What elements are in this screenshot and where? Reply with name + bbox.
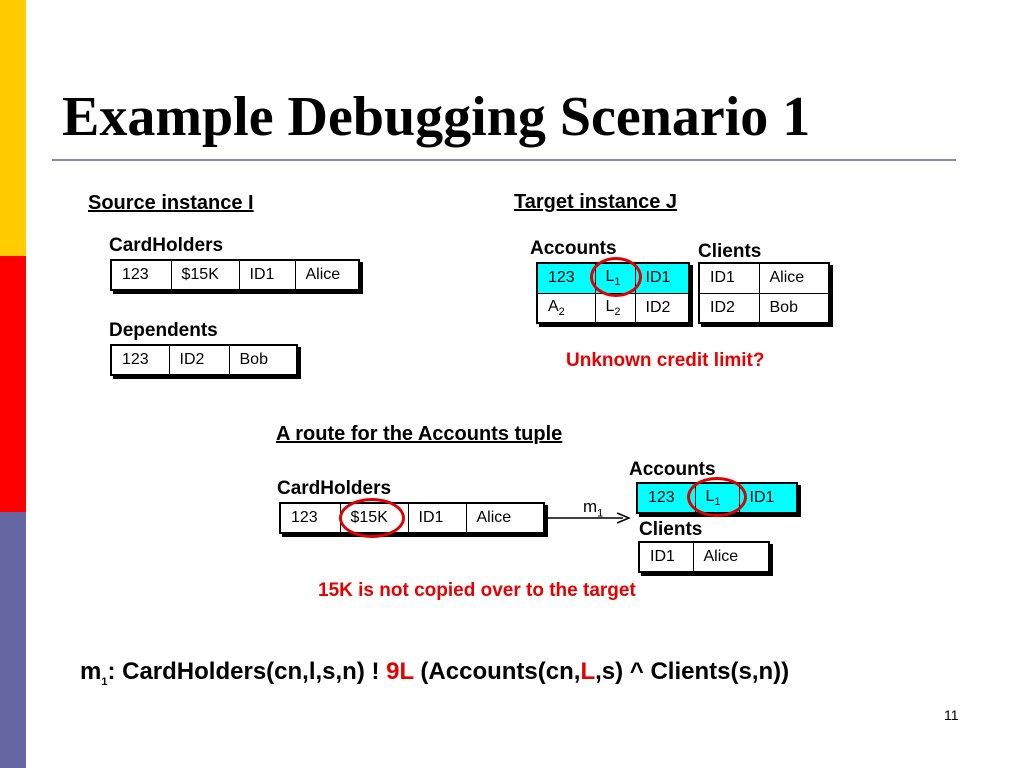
table-row	[537, 293, 689, 323]
table-row	[699, 293, 829, 323]
table-cell: ID1	[635, 263, 689, 293]
mapping-formula: $m_1$: CardHolders(cn,l,s,n) ! 9L (Accounts(cn,L,s) ^ Clients(s,n))	[80, 658, 790, 688]
table-cell: 123	[537, 263, 595, 293]
table-cell: $L_1$	[695, 483, 739, 513]
unknown-credit-note: Unknown credit limit?	[566, 350, 765, 371]
left-stripe-yellow	[0, 0, 26, 256]
table-cell: $A_2$	[537, 293, 595, 323]
route-cardholders-label: CardHolders	[277, 478, 392, 499]
table-cell: Alice	[295, 260, 359, 290]
route-clients-table	[638, 541, 770, 573]
source-dependents-table	[110, 344, 298, 376]
table-cell: Alice	[693, 542, 769, 572]
target-clients-table	[698, 262, 830, 324]
table-cell: Bob	[759, 293, 829, 323]
table-cell: 123	[111, 345, 169, 375]
table-cell: $L_2$	[595, 293, 635, 323]
table-row	[280, 503, 544, 533]
title-divider	[52, 159, 956, 161]
route-heading: A route for the Accounts tuple	[276, 423, 563, 445]
table-cell: Alice	[466, 503, 544, 533]
target-accounts-label: Accounts	[530, 238, 617, 259]
source-cardholders-label: CardHolders	[109, 235, 224, 256]
table-row	[699, 263, 829, 293]
table-cell: ID1	[639, 542, 693, 572]
target-clients-label: Clients	[698, 241, 762, 262]
source-dependents-label: Dependents	[109, 320, 218, 341]
table-row	[111, 345, 297, 375]
source-instance-heading: Source instance I	[88, 192, 254, 214]
table-cell: ID2	[699, 293, 759, 323]
table-cell: ID1	[408, 503, 466, 533]
route-clients-label: Clients	[639, 519, 703, 540]
table-row	[111, 260, 359, 290]
highlight-circle	[339, 498, 405, 538]
table-cell: $15K	[340, 503, 408, 533]
highlight-circle	[590, 257, 642, 297]
not-copied-note: 15K is not copied over to the target	[318, 580, 636, 601]
slide-title: Example Debugging Scenario 1	[62, 86, 811, 148]
table-cell: ID1	[239, 260, 295, 290]
route-accounts-label: Accounts	[629, 459, 716, 480]
left-stripe-red	[0, 256, 26, 512]
table-cell: Alice	[759, 263, 829, 293]
left-stripe-purple	[0, 512, 26, 768]
target-instance-heading: Target instance J	[514, 191, 678, 213]
table-cell: $15K	[171, 260, 239, 290]
page-number: 11	[944, 707, 959, 723]
table-row	[639, 542, 769, 572]
table-cell: ID1	[739, 483, 797, 513]
table-cell: ID1	[699, 263, 759, 293]
table-cell: 123	[280, 503, 340, 533]
table-cell: ID2	[635, 293, 689, 323]
table-cell: 123	[637, 483, 695, 513]
table-cell: Bob	[229, 345, 297, 375]
table-cell: 123	[111, 260, 171, 290]
highlight-circle	[687, 477, 747, 517]
source-cardholders-table	[110, 259, 360, 291]
mapping-label: $m_1$	[583, 497, 604, 520]
table-cell: $L_1$	[595, 263, 635, 293]
table-cell: ID2	[169, 345, 229, 375]
route-cardholders-table	[279, 502, 545, 534]
